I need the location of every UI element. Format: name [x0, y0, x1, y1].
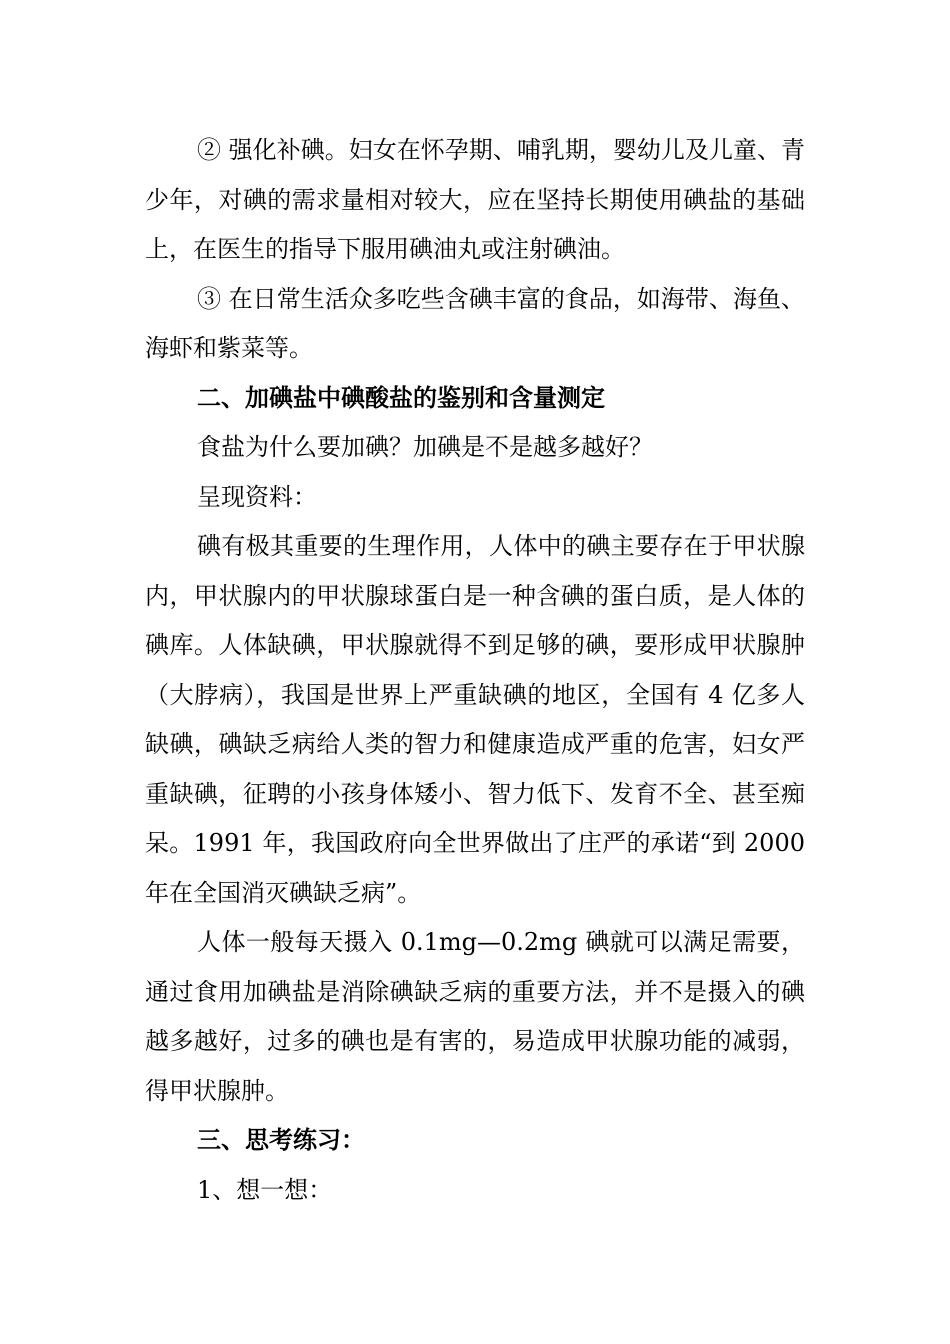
paragraph-iodine-physiology: 碘有极其重要的生理作用，人体中的碘主要存在于甲状腺内，甲状腺内的甲状腺球蛋白是一种含碘的蛋白质，是人体的碘库。人体缺碘，甲状腺就得不到足够的碘，要形成甲状腺肿（大脖病），我国是世界上严重缺碘的地区，全国有 4 亿多人缺碘，碘缺乏病给人类的智力和健康造成严重的危害，妇女严重缺碘，征聘的小孩身体矮小、智力低下、发育不全、甚至痴呆。1991 年，我国政府向全世界做出了庄严的承诺“到 2000 年在全国消灭碘缺乏病”。 [145, 532, 805, 907]
paragraph-iodine-supplement: ② 强化补碘。妇女在怀孕期、哺乳期，婴幼儿及儿童、青少年，对碘的需求量相对较大，应在坚持长期使用碘盐的基础上，在医生的指导下服用碘油丸或注射碘油。 [145, 136, 805, 263]
section-heading-iodate-test: 二、加碘盐中碘酸盐的鉴别和含量测定 [197, 383, 605, 412]
material-label: 呈现资料： [197, 482, 317, 511]
section-heading-exercises: 三、思考练习： [197, 1126, 365, 1154]
exercise-item-1: 1、想一想： [197, 1175, 333, 1204]
paragraph-iodine-foods: ③ 在日常生活众多吃些含碘丰富的食品，如海带、海鱼、海虾和紫菜等。 [145, 284, 805, 362]
question-why-iodize: 食盐为什么要加碘？加碘是不是越多越好？ [197, 433, 653, 461]
paragraph-iodine-intake: 人体一般每天摄入 0.1mg—0.2mg 碘就可以满足需要，通过食用加碘盐是消除碘缺乏病的重要方法，并不是摄入的碘越多越好，过多的碘也是有害的，易造成甲状腺功能的减弱，得甲状腺肿。 [145, 928, 805, 1105]
document-body [145, 126, 805, 1215]
